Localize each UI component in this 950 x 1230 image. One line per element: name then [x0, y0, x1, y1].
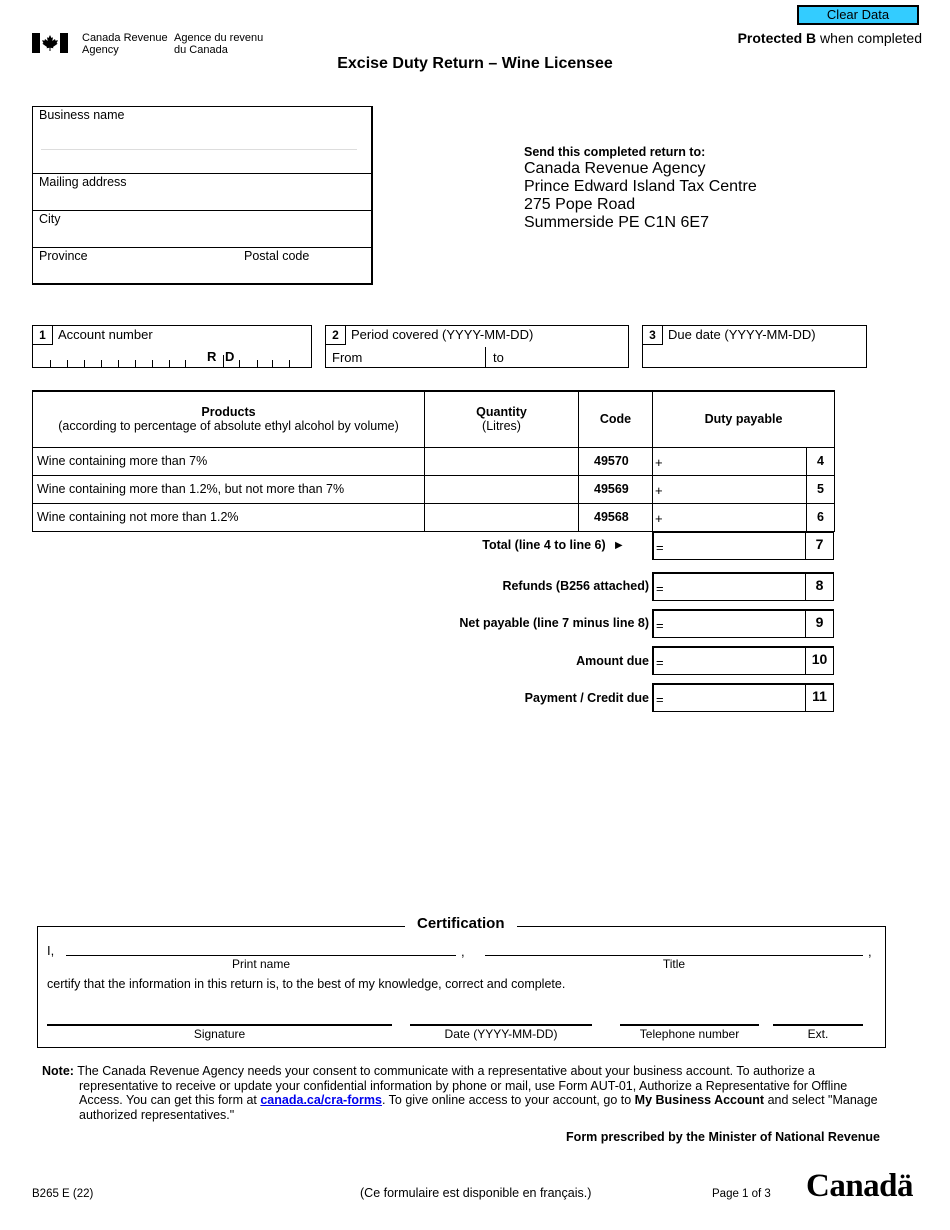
line-number: 5: [807, 475, 835, 503]
quantity-header: Quantity (Litres): [425, 391, 579, 447]
line-number: 8: [805, 572, 833, 601]
print-name-input[interactable]: [66, 955, 456, 956]
duty-payable-input[interactable]: +: [653, 447, 807, 475]
protected-b-rest: when completed: [816, 30, 922, 46]
account-number-box[interactable]: [32, 325, 312, 368]
line-number: 7: [805, 531, 833, 560]
note-label: Note:: [42, 1064, 74, 1078]
certification-box: [37, 926, 886, 1048]
period-from-label: From: [332, 350, 363, 365]
signature-caption: Signature: [193, 1027, 246, 1041]
code-cell: 49568: [579, 503, 653, 531]
protected-b-label: Protected B: [737, 30, 817, 46]
certification-statement: certify that the information in this return is, to the best of my knowledge, correct and complete.: [47, 977, 566, 991]
payment-credit-label: Payment / Credit due: [524, 691, 649, 705]
duty-payable-input[interactable]: +: [653, 475, 807, 503]
form-id: B265 E (22): [32, 1188, 94, 1200]
city-label: City: [39, 212, 61, 226]
code-cell: 49570: [579, 447, 653, 475]
program-id-r: R: [207, 349, 217, 364]
period-covered-label: Period covered (YYYY-MM-DD): [351, 327, 534, 342]
product-cell: Wine containing more than 1.2%, but not more than 7%: [33, 475, 425, 503]
refunds-label: Refunds (B256 attached): [502, 579, 649, 593]
print-name-caption: Print name: [231, 957, 291, 971]
total-label: Total (line 4 to line 6) ►: [482, 538, 625, 552]
duty-payable-header: Duty payable: [653, 391, 835, 447]
my-business-account-text: My Business Account: [634, 1093, 765, 1107]
mailing-address-field[interactable]: [33, 173, 371, 210]
account-number-ticks: [33, 357, 311, 367]
business-name-field[interactable]: [41, 149, 357, 150]
send-to-line1: Canada Revenue Agency: [524, 160, 706, 177]
quantity-input[interactable]: [425, 447, 579, 475]
telephone-input[interactable]: [620, 1024, 759, 1026]
ext-input[interactable]: [773, 1024, 863, 1026]
due-date-label: Due date (YYYY-MM-DD): [668, 327, 816, 342]
program-id-d: D: [225, 349, 235, 364]
comma-2: ,: [868, 944, 872, 959]
note-paragraph: Note: The Canada Revenue Agency needs your consent to communicate with a representative about your business account. To authorize a representative to receive or update your confidential information by phone or mail, use Form AUT-01, Authorize a Representative for Offline Access. You can get this form at canada.ca/cra-forms. To give online access to your account, go to My Business Account and select "Manage authorized representatives.": [42, 1064, 878, 1122]
quantity-input[interactable]: [425, 475, 579, 503]
net-payable-input[interactable]: = 9: [652, 609, 834, 638]
arrow-right-icon: ►: [612, 538, 625, 552]
payment-credit-input[interactable]: = 11: [652, 683, 834, 712]
agency-name-fr: Agence du revenu du Canada: [174, 32, 264, 56]
product-cell: Wine containing not more than 1.2%: [33, 503, 425, 531]
certification-title: Certification: [405, 915, 517, 932]
table-row: [33, 475, 835, 503]
form-title: Excise Duty Return – Wine Licensee: [337, 55, 613, 72]
duty-table: [32, 390, 835, 532]
i-label: I,: [47, 943, 55, 958]
business-info-box: [32, 106, 373, 285]
send-to-line2: Prince Edward Island Tax Centre: [524, 178, 757, 195]
code-cell: 49569: [579, 475, 653, 503]
comma-1: ,: [461, 944, 465, 959]
date-caption: Date (YYYY-MM-DD): [444, 1027, 558, 1041]
quantity-input[interactable]: [425, 503, 579, 531]
total-input[interactable]: = 7: [652, 531, 834, 560]
send-to-heading: Send this completed return to:: [524, 145, 706, 159]
province-label: Province: [39, 249, 88, 263]
send-to-line4: Summerside PE C1N 6E7: [524, 214, 709, 231]
protected-b-notice: [738, 30, 922, 46]
ext-caption: Ext.: [807, 1027, 829, 1041]
box-2-number: 2: [326, 326, 346, 345]
due-date-box[interactable]: [642, 325, 867, 368]
mailing-address-label: Mailing address: [39, 175, 127, 189]
page-number: Page 1 of 3: [712, 1188, 771, 1200]
duty-payable-input[interactable]: +: [653, 503, 807, 531]
amount-due-input[interactable]: = 10: [652, 646, 834, 675]
net-payable-label: Net payable (line 7 minus line 8): [459, 616, 649, 630]
product-cell: Wine containing more than 7%: [33, 447, 425, 475]
line-number: 6: [807, 503, 835, 531]
signature-input[interactable]: [47, 1024, 392, 1026]
cra-forms-link[interactable]: canada.ca/cra-forms: [260, 1093, 382, 1107]
french-availability: (Ce formulaire est disponible en français.): [360, 1186, 592, 1200]
refunds-input[interactable]: = 8: [652, 572, 834, 601]
period-to-label: to: [493, 350, 504, 365]
prescribed-notice: Form prescribed by the Minister of National Revenue: [566, 1130, 880, 1144]
line-number: 10: [805, 646, 833, 675]
line-number: 11: [805, 683, 833, 712]
canada-wordmark-logo: Canadä: [806, 1168, 914, 1204]
line-number: 9: [805, 609, 833, 638]
canada-flag-icon: [32, 33, 68, 53]
province-postal-field[interactable]: [33, 247, 371, 284]
account-number-label: Account number: [58, 327, 153, 342]
postal-code-label: Postal code: [244, 249, 310, 263]
send-to-line3: 275 Pope Road: [524, 196, 636, 213]
table-row: [33, 447, 835, 475]
table-row: [33, 503, 835, 531]
line-number: 4: [807, 447, 835, 475]
business-name-label: Business name: [39, 108, 125, 122]
city-field[interactable]: [33, 210, 371, 247]
agency-name-en: Canada Revenue Agency: [82, 32, 168, 56]
code-header: Code: [579, 391, 653, 447]
date-input[interactable]: [410, 1024, 592, 1026]
title-input[interactable]: [485, 955, 863, 956]
products-header: Products (according to percentage of absolute ethyl alcohol by volume): [33, 391, 425, 447]
clear-data-button[interactable]: Clear Data: [797, 5, 919, 25]
title-caption: Title: [662, 957, 686, 971]
amount-due-label: Amount due: [576, 654, 649, 668]
box-1-number: 1: [33, 326, 53, 345]
box-3-number: 3: [643, 326, 663, 345]
telephone-caption: Telephone number: [639, 1027, 740, 1041]
period-covered-box[interactable]: [325, 325, 629, 368]
